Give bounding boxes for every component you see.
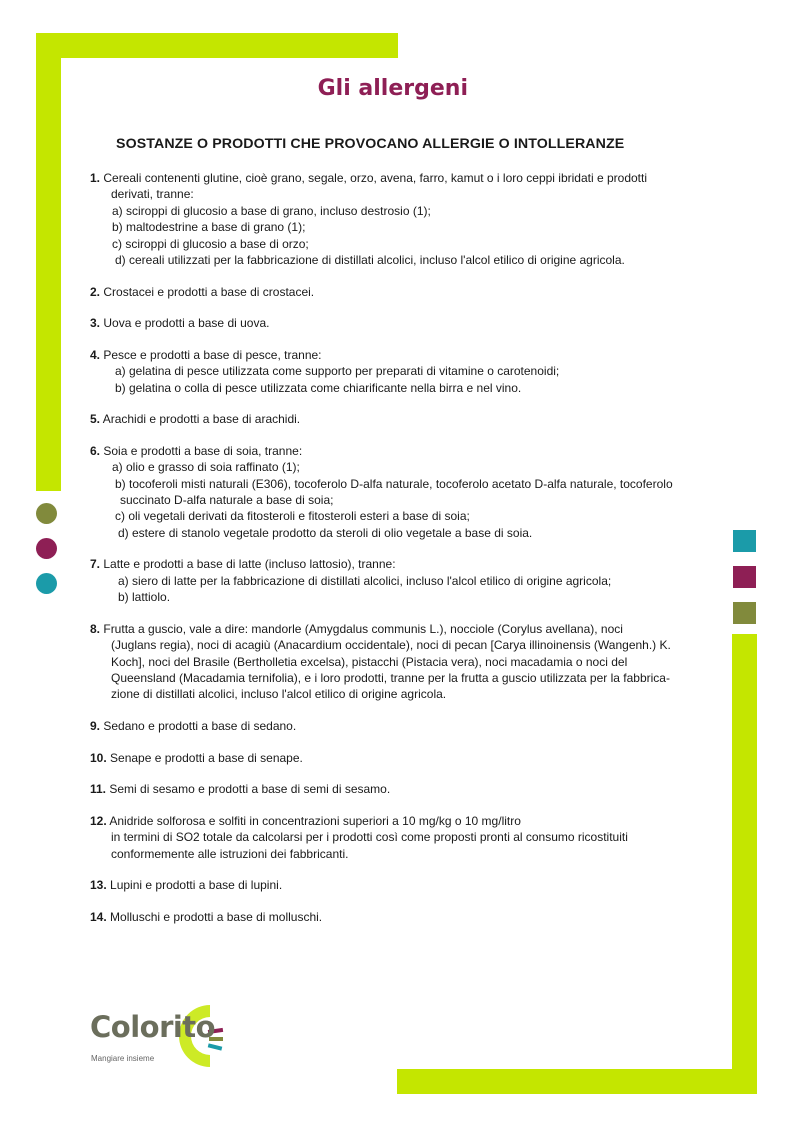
item-text: Senape e prodotti a base di senape. [110,750,303,765]
item-subpoint: a) gelatina di pesce utilizzata come supporto per preparati di vitamine o carotenoidi; [115,364,560,379]
item-text-continued: conformemente alle istruzioni dei fabbricanti. [111,846,349,861]
item-number: 1. [90,171,101,185]
decorative-square-teal [733,530,756,552]
item-number: 13. [90,878,107,893]
item-subpoint: b) gelatina o colla di pesce utilizzata come chiarificante nella birra e nel vino. [115,380,522,395]
allergen-item-10 [90,750,710,766]
item-number: 10. [90,750,107,765]
item-text: Frutta a guscio, vale a dire: mandorle (Amygdalus communis L.), nocciole (Corylus avellana), noci [103,621,623,636]
logo-wordmark: Colorito [90,1010,216,1044]
item-number: 14. [90,909,107,924]
allergen-item-8 [90,621,710,703]
item-subpoint: d) estere di stanolo vegetale prodotto da steroli di olio vegetale a base di soia. [118,525,533,540]
logo-tagline: Mangiare insieme [91,1054,155,1063]
item-subpoint: a) olio e grasso di soia raffinato (1); [112,460,300,475]
item-text: Cereali contenenti glutine, cioè grano, segale, orzo, avena, farro, kamut o i loro ceppi ibridati e prodotti [103,171,648,185]
item-text-continued: derivati, tranne: [111,187,194,202]
item-text-continued: Queensland (Macadamia ternifolia), e i loro prodotti, tranne per la frutta a guscio utilizzata per la fabbrica- [111,671,670,686]
decorative-frame-left [36,33,61,491]
allergen-item-12 [90,813,710,862]
item-text: Molluschi e prodotti a base di molluschi. [110,909,323,924]
item-text: Soia e prodotti a base di soia, tranne: [103,443,303,458]
item-subpoint: b) maltodestrine a base di grano (1); [112,220,306,235]
item-number: 3. [90,316,101,331]
item-text: Sedano e prodotti a base di sedano. [103,719,297,734]
item-text: Lupini e prodotti a base di lupini. [110,878,283,893]
item-number: 11. [90,782,107,797]
allergen-item-14 [90,909,710,925]
item-number: 4. [90,347,101,362]
item-text: Semi di sesamo e prodotti a base di semi di sesamo. [109,782,391,797]
item-subpoint: c) sciroppi di glucosio a base di orzo; [112,236,309,251]
item-number: 6. [90,443,101,458]
allergen-item-5 [90,411,710,427]
decorative-dot-teal [36,573,57,594]
allergen-item-1 [90,170,710,268]
item-number: 5. [90,412,101,427]
decorative-frame-right [732,634,757,1094]
item-text: Crostacei e prodotti a base di crostacei. [103,284,315,299]
allergen-item-3 [90,315,710,331]
item-text: Pesce e prodotti a base di pesce, tranne: [103,347,322,362]
item-text-continued: in termini di SO2 totale da calcolarsi per i prodotti così come proposti pronti al consumo ricostituiti [111,830,628,845]
decorative-dot-olive [36,503,57,524]
item-subpoint: d) cereali utilizzati per la fabbricazione di distillati alcolici, incluso l'alcol etilico di origine agricola. [115,253,625,268]
page-title: Gli allergeni [317,76,468,101]
page-subtitle: SOSTANZE O PRODOTTI CHE PROVOCANO ALLERGIE O INTOLLERANZE [116,136,625,152]
allergen-item-6 [90,443,710,541]
item-text: Anidride solforosa e solfiti in concentrazioni superiori a 10 mg/kg o 10 mg/litro [109,813,521,828]
item-number: 8. [90,621,101,636]
item-text: Arachidi e prodotti a base di arachidi. [102,412,301,427]
allergen-item-11 [90,781,710,797]
allergen-list [90,170,710,940]
item-text-continued: zione di distillati alcolici, incluso l'alcol etilico di origine agricola. [111,687,447,702]
item-subpoint-continued: succinato D-alfa naturale a base di soia; [120,493,334,508]
decorative-square-olive [733,602,756,624]
item-number: 12. [90,813,107,828]
item-number: 7. [90,557,101,572]
allergen-item-2 [90,284,710,300]
item-number: 2. [90,284,101,299]
item-subpoint: a) siero di latte per la fabbricazione di distillati alcolici, incluso l'alcol etilico di origine agricola; [118,573,612,588]
decorative-dot-plum [36,538,57,559]
item-number: 9. [90,719,101,734]
item-text: Latte e prodotti a base di latte (incluso lattosio), tranne: [103,557,396,572]
item-subpoint: b) lattiolo. [118,590,171,605]
allergen-item-4 [90,347,710,396]
item-subpoint: a) sciroppi di glucosio a base di grano, incluso destrosio (1); [112,203,431,218]
allergen-item-7 [90,556,710,605]
decorative-square-plum [733,566,756,588]
item-text: Uova e prodotti a base di uova. [103,316,270,331]
item-subpoint: c) oli vegetali derivati da fitosteroli e fitosteroli esteri a base di soia; [115,509,470,524]
allergen-item-13 [90,877,710,893]
item-text-continued: Koch], noci del Brasile (Bertholletia excelsa), pistacchi (Pistacia vera), noci macadamia o noci del [111,654,628,669]
decorative-frame-top [36,33,398,58]
item-text-continued: (Juglans regia), noci di acagiù (Anacardium occidentale), noci di pecan [Carya illinoinensis (Wangenh.) K. [111,638,671,653]
item-subpoint: b) tocoferoli misti naturali (E306), tocoferolo D-alfa naturale, tocoferolo acetato D-alfa naturale, tocoferolo [115,476,673,491]
decorative-frame-bottom [397,1069,757,1094]
colorito-logo [88,996,238,1076]
allergen-item-9 [90,718,710,734]
